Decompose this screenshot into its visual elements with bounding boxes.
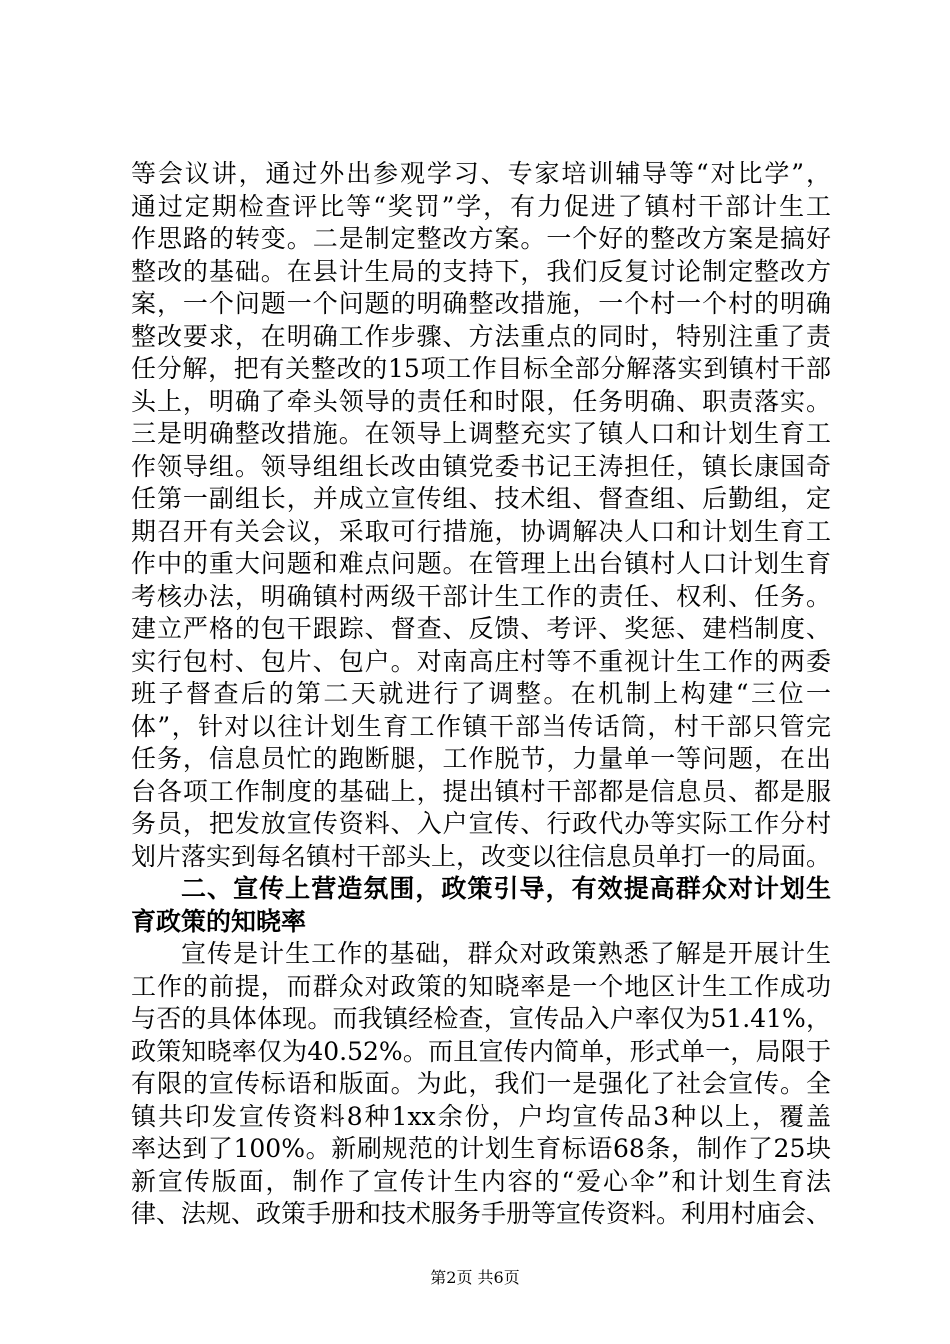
paragraph-1: [131, 158, 831, 873]
text-line: 作领导组。领导组组长改由镇党委书记王涛担任，镇长康国奇: [131, 451, 831, 481]
text-line: 作思路的转变。二是制定整改方案。一个好的整改方案是搞好: [131, 224, 831, 253]
text-line: 工作的前提，而群众对政策的知晓率是一个地区计生工作成功: [131, 971, 831, 1001]
text-line: 头上，明确了牵头领导的责任和时限，任务明确、职责落实。: [131, 386, 831, 416]
text-line: 体”，针对以往计划生育工作镇干部当传话筒，村干部只管完: [131, 711, 831, 741]
text-line: 与否的具体体现。而我镇经检查，宣传品入户率仅为51.41%，: [131, 1004, 831, 1033]
text-line: 有限的宣传标语和版面。为此，我们一是强化了社会宣传。全: [131, 1069, 831, 1098]
text-line: 整改要求，在明确工作步骤、方法重点的同时，特别注重了责: [131, 321, 831, 351]
document-body: [131, 158, 831, 1231]
text-line: 考核办法，明确镇村两级干部计生工作的责任、权利、任务。: [131, 581, 831, 611]
text-line: 期召开有关会议，采取可行措施，协调解决人口和计划生育工: [131, 516, 831, 546]
text-line: 作中的重大问题和难点问题。在管理上出台镇村人口计划生育: [131, 549, 831, 578]
text-line: 新宣传版面，制作了宣传计生内容的“爱心伞”和计划生育法: [131, 1166, 831, 1196]
heading-line: 二、宣传上营造氛围，政策引导，有效提高群众对计划生: [181, 874, 831, 903]
text-line: 通过定期检查评比等“奖罚”学，有力促进了镇村干部计生工: [131, 191, 831, 221]
text-line: 建立严格的包干跟踪、督查、反馈、考评、奖惩、建档制度、: [131, 614, 831, 643]
text-line: 任分解，把有关整改的15项工作目标全部分解落实到镇村干部: [131, 354, 831, 383]
heading-line: 育政策的知晓率: [131, 906, 307, 936]
text-line: 务员，把发放宣传资料、入户宣传、行政代办等实际工作分村: [131, 809, 831, 838]
text-line: 律、法规、政策手册和技术服务手册等宣传资料。利用村庙会、: [131, 1199, 832, 1228]
text-line: 三是明确整改措施。在领导上调整充实了镇人口和计划生育工: [131, 419, 831, 448]
text-line: 镇共印发宣传资料8种1xx余份，户均宣传品3种以上，覆盖: [131, 1101, 831, 1131]
page-number-label: 第2页 共6页: [430, 1268, 520, 1287]
text-line: 划片落实到每名镇村干部头上，改变以往信息员单打一的局面。: [131, 841, 832, 871]
section-heading: [131, 873, 831, 938]
page-footer: [0, 1268, 950, 1288]
text-line: 任第一副组长，并成立宣传组、技术组、督查组、后勤组，定: [131, 484, 831, 513]
paragraph-2: [131, 938, 831, 1231]
text-line: 台各项工作制度的基础上，提出镇村干部都是信息员、都是服: [131, 776, 831, 806]
text-line: 宣传是计生工作的基础，群众对政策熟悉了解是开展计生: [181, 939, 831, 968]
text-line: 整改的基础。在县计生局的支持下，我们反复讨论制定整改方: [131, 256, 831, 286]
text-line: 率达到了100%。新刷规范的计划生育标语68条，制作了25块: [131, 1134, 831, 1163]
text-line: 政策知晓率仅为40.52%。而且宣传内简单，形式单一，局限于: [131, 1036, 831, 1066]
text-line: 班子督查后的第二天就进行了调整。在机制上构建“三位一: [131, 679, 831, 708]
text-line: 等会议讲，通过外出参观学习、专家培训辅导等“对比学”，: [131, 159, 831, 188]
text-line: 任务，信息员忙的跑断腿，工作脱节，力量单一等问题，在出: [131, 744, 831, 773]
text-line: 实行包村、包片、包户。对南高庄村等不重视计生工作的两委: [131, 646, 831, 676]
text-line: 案，一个问题一个问题的明确整改措施，一个村一个村的明确: [131, 289, 831, 318]
